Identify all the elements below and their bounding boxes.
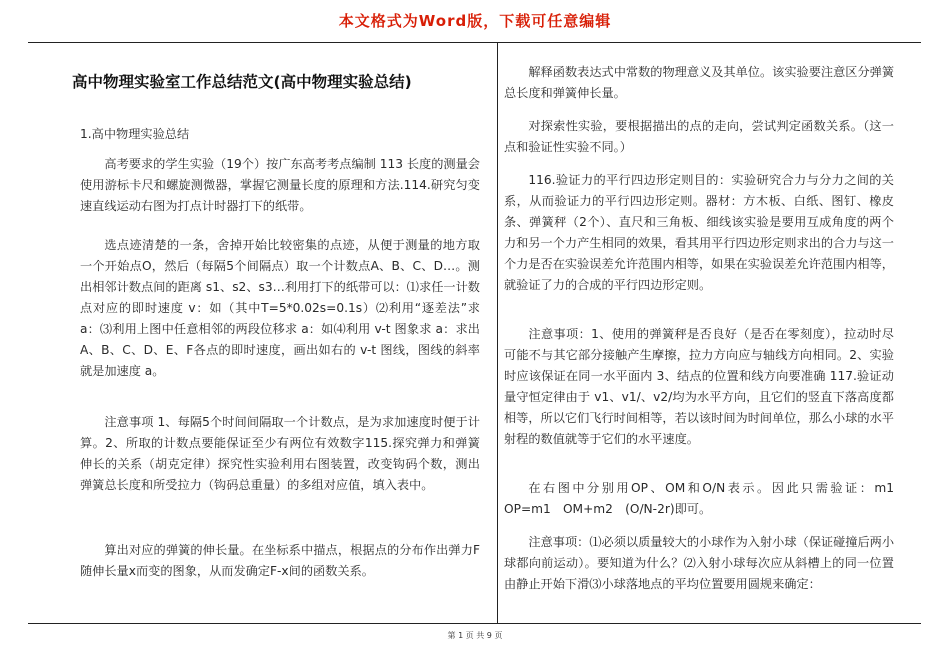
right-paragraph-6: 注意事项：⑴必须以质量较大的小球作为入射小球（保证碰撞后两小球都向前运动）。要知道为什么？⑵入射小球每次应从斜槽上的同一位置由静止开始下滑⑶小球落地点的平均位置要用圆规来确定： [504,535,895,591]
right-paragraph-3: 116.验证力的平行四边形定则目的：实验研究合力与分力之间的关系，从而验证力的平行四边形定则。器材：方木板、白纸、图钉、橡皮条、弹簧秤（2个）、直尺和三角板、细线该实验是要用互成角度的两个力和另一个力产生相同的效果，看其用平行四边形定则求出的合力与这一个力是否在实验误差允许范围内相等，如果在实验误差允许范围内相等，就验证了力的合成的平行四边形定则。 [504,173,894,292]
column-divider [497,43,498,623]
section-heading: 1.高中物理实验总结 [80,127,190,141]
left-paragraph-4: 算出对应的弹簧的伸长量。在坐标系中描点，根据点的分布作出弹力F随伸长量x而变的图象，从而发确定F-x间的函数关系。 [80,543,480,578]
right-paragraph-1: 解释函数表达式中常数的物理意义及其单位。该实验要注意区分弹簧总长度和弹簧伸长量。 [504,65,895,100]
page-number: 第 1 页 共 9 页 [447,631,503,640]
left-paragraph-3: 注意事项 1、每隔5个时间间隔取一个计数点，是为求加速度时便于计算。2、所取的计数点要能保证至少有两位有效数字115.探究弹力和弹簧伸长的关系（胡克定律）探究性实验利用右图装置，改变钩码个数，测出弹簧总长度和所受拉力（钩码总重量）的多组对应值，填入表中。 [80,415,480,492]
header-rule [28,42,921,43]
left-paragraph-1: 高考要求的学生实验（19个）按广东高考考点编制 113 长度的测量会使用游标卡尺和螺旋测微器，掌握它测量长度的原理和方法.114.研究匀变速直线运动右图为打点计时器打下的纸带。 [80,157,480,213]
right-paragraph-2: 对探索性实验，要根据描出的点的走向，尝试判定函数关系。（这一点和验证性实验不同。） [504,119,894,154]
right-paragraph-4: 注意事项：1、使用的弹簧秤是否良好（是否在零刻度），拉动时尽可能不与其它部分接触产生摩擦，拉力方向应与轴线方向相同。2、实验时应该保证在同一水平面内 3、结点的位置和线方向要准确 117.验证动量守恒定律由于 v1、v1/、v2/均为水平方向，且它们的竖直下落高度都相等，所以它们飞行时间相等，若以该时间为时间单位，那么小球的水平射程的数值就等于它们的水平速度。 [504,327,894,446]
download-banner: 本文格式为Word版，下载可任意编辑 [338,12,612,30]
document-title: 高中物理实验室工作总结范文(高中物理实验总结) [72,73,412,91]
right-paragraph-5: 在右图中分别用OP、OM和O/N表示。因此只需验证：m1 OP=m1 OM+m2 (O/N-2r)即可。 [504,481,907,516]
left-paragraph-2: 选点迹清楚的一条，舍掉开始比较密集的点迹，从便于测量的地方取一个开始点O，然后（每隔5个间隔点）取一个计数点A、B、C、D…。测出相邻计数点间的距离 s1、s2、s3…利用打下的纸带可以：⑴求任一计数点对应的即时速度 v：如（其中T=5*0.02s=0.1s）⑵利用“逐差法”求 a：⑶利用上图中任意相邻的两段位移求 a：如⑷利用 v-t 图象求 a：求出A、B、C、D、E、F各点的即时速度，画出如右的 v-t 图线，图线的斜率就是加速度 a。 [80,238,480,378]
footer-rule [28,623,921,624]
